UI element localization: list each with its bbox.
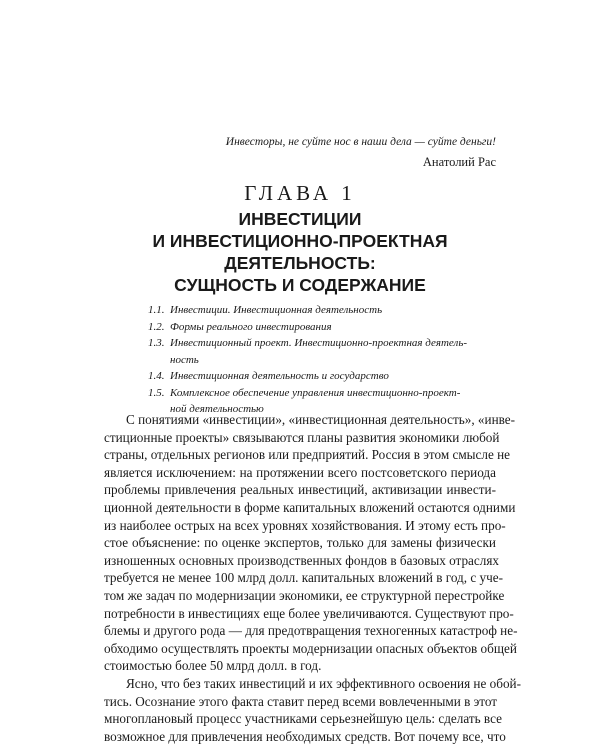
toc-number: 1.3. bbox=[148, 337, 165, 349]
toc-number: 1.5. bbox=[148, 386, 165, 399]
toc-title: Инвестиционная деятельность и государство bbox=[170, 370, 389, 382]
chapter-label: ГЛАВА 1 bbox=[244, 181, 356, 205]
body-text bbox=[104, 411, 521, 745]
toc-item bbox=[148, 319, 468, 336]
body-line: из наиболее острых на всех уровнях хозяйствования. И этому есть про- bbox=[104, 517, 506, 533]
body-line: стоимостью более 50 млрд долл. в год. bbox=[104, 658, 322, 674]
toc-title: Инвестиции. Инвестиционная деятельность bbox=[170, 304, 383, 316]
section-contents bbox=[148, 302, 468, 418]
body-line: С понятиями «инвестиции», «инвестиционная деятельность», «инве- bbox=[126, 412, 516, 427]
body-line: требуется не менее 100 млрд долл. капитальных вложений в год, с уче- bbox=[104, 570, 503, 586]
chapter-title-line: И ИНВЕСТИЦИОННО-ПРОЕКТНАЯ bbox=[152, 231, 448, 251]
toc-title-continuation: ной деятельностью bbox=[170, 403, 264, 415]
body-line: Ясно, что без таких инвестиций и их эффективного освоения не обой- bbox=[126, 675, 521, 691]
toc-item bbox=[148, 302, 468, 319]
body-line: проблемы привлечения реальных инвестиций, активизации инвести- bbox=[104, 482, 496, 498]
body-line: многоплановый процесс участниками серьезнейшую цель: сделать все bbox=[104, 711, 502, 727]
body-line: блемы и другого рода — для предотвращения техногенных катастроф не- bbox=[104, 623, 518, 639]
body-line: обходимо осуществлять проекты модернизации опасных объектов общей bbox=[104, 640, 517, 656]
toc-item bbox=[148, 368, 468, 385]
body-line: тись. Осознание этого факта ставит перед всеми вовлеченными в этот bbox=[104, 693, 498, 709]
chapter-title-line: СУЩНОСТЬ И СОДЕРЖАНИЕ bbox=[174, 275, 426, 295]
toc-number: 1.4. bbox=[148, 370, 165, 382]
toc-number: 1.2. bbox=[148, 320, 165, 333]
chapter-title bbox=[0, 208, 600, 296]
body-line: ционной деятельности в форме капитальных вложений остаются одними bbox=[104, 499, 516, 515]
toc-title bbox=[170, 335, 468, 368]
body-line: том же задач по модернизации экономики, ее структурной перестройке bbox=[104, 587, 505, 603]
body-line: страны, отдельных регионов или предприятий. Россия в этом смысле не bbox=[104, 447, 511, 463]
toc-title-line: Инвестиционный проект. Инвестиционно-проектная деятель- bbox=[170, 337, 467, 349]
chapter-title-line: ДЕЯТЕЛЬНОСТЬ: bbox=[224, 253, 376, 273]
toc-title-continuation: ность bbox=[170, 353, 199, 366]
body-line: возможное для привлечения необходимых средств. Вот почему все, что bbox=[104, 728, 506, 744]
body-line: изношенных основных производственных фондов в базовых отраслях bbox=[104, 552, 500, 568]
toc-item bbox=[148, 335, 468, 368]
body-line: является исключением: на протяжении всего постсоветского периода bbox=[104, 464, 496, 480]
body-line: стое объяснение: по оценке экспертов, только для замены физически bbox=[104, 535, 496, 551]
toc-title-line: Комплексное обеспечение управления инвестиционно-проект- bbox=[170, 386, 461, 399]
chapter-title-line: ИНВЕСТИЦИИ bbox=[238, 209, 362, 229]
body-line: стиционные проекты» связываются планы развития экономики любой bbox=[104, 429, 500, 445]
epigraph bbox=[156, 134, 496, 171]
epigraph-author: Анатолий Рас bbox=[422, 155, 496, 169]
body-line: потребности в инвестициях еще более увеличиваются. Существуют про- bbox=[104, 605, 514, 621]
epigraph-quote: Инвесторы, не суйте нос в наши дела — суйте деньги! bbox=[225, 136, 496, 148]
toc-title: Формы реального инвестирования bbox=[170, 320, 332, 333]
toc-number: 1.1. bbox=[148, 304, 165, 316]
